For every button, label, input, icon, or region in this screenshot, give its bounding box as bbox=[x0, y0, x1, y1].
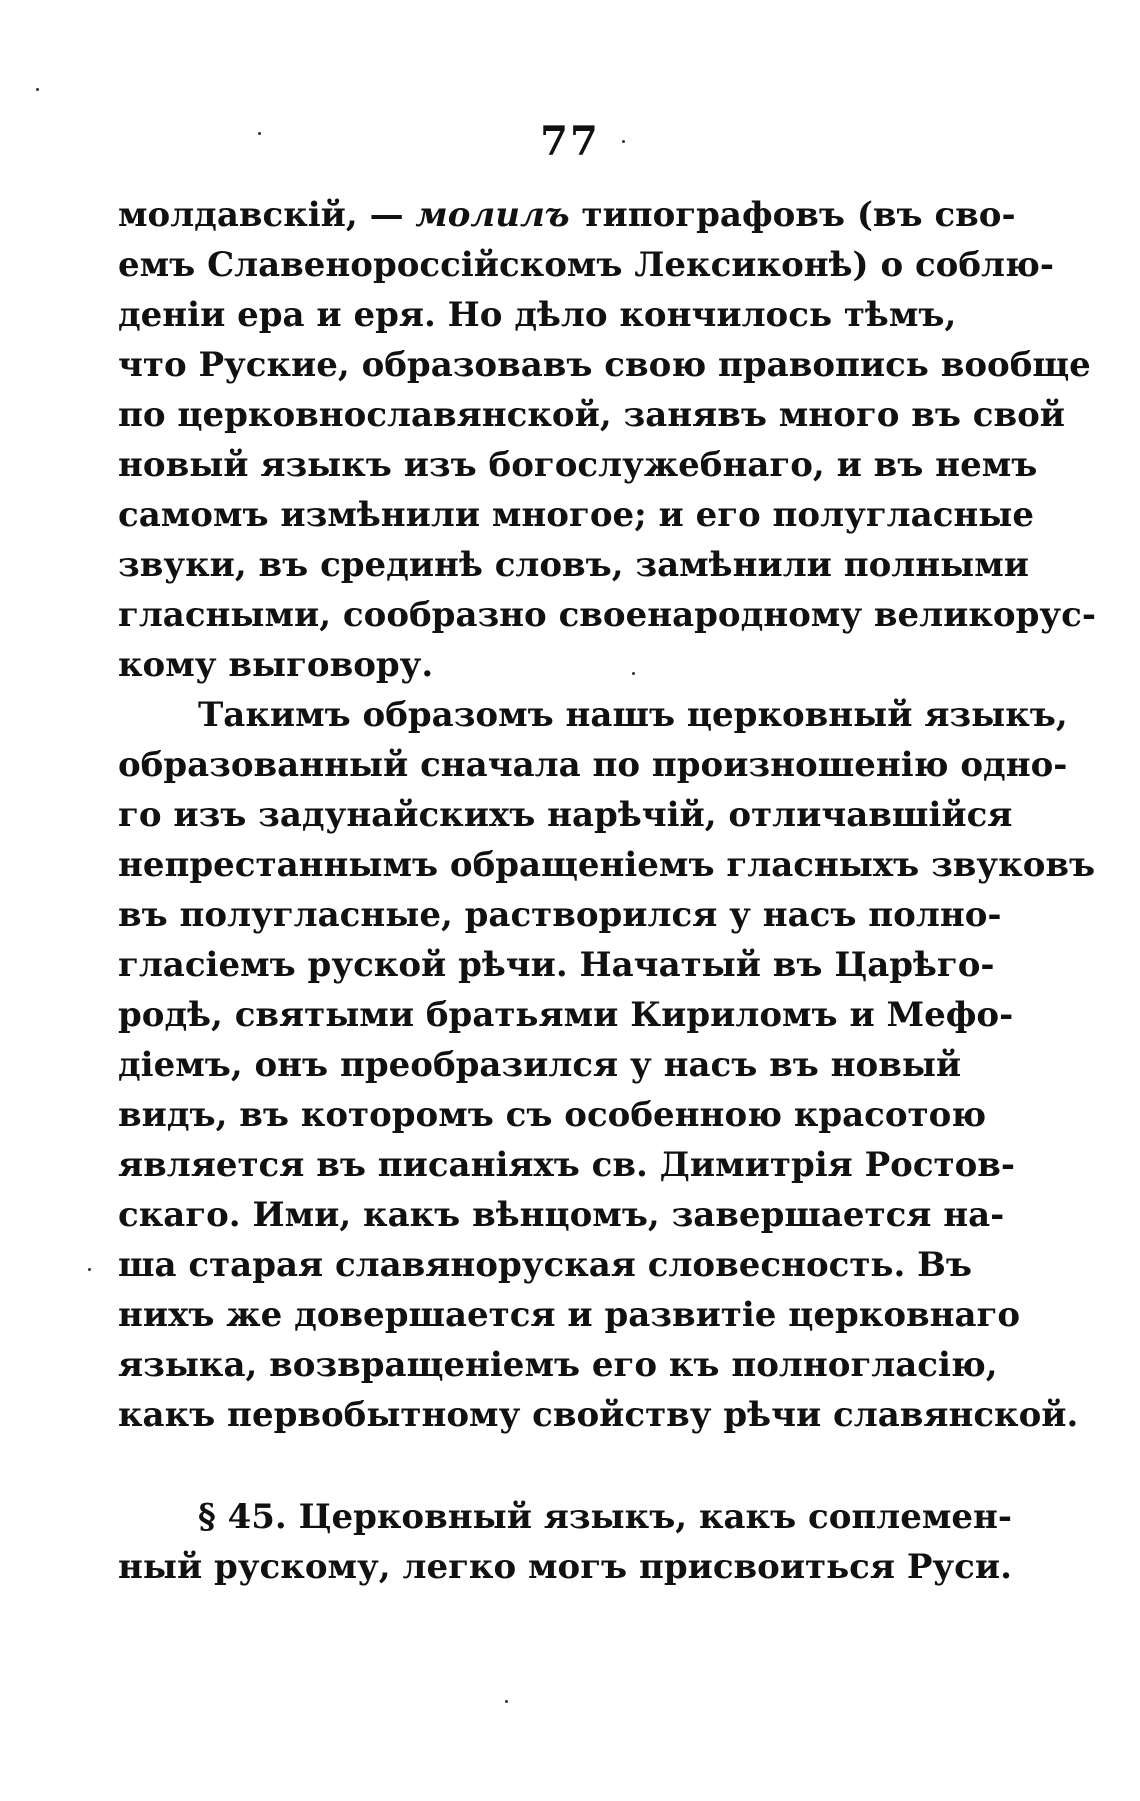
text-line: діемъ, онъ преобразился у насъ въ новый bbox=[118, 1045, 962, 1085]
text-line: деніи ера и еря. Но дѣло кончилось тѣмъ, bbox=[118, 295, 957, 335]
text-line: въ полугласные, растворился у насъ полно- bbox=[118, 895, 1002, 935]
text-line: самомъ измѣнили многое; и его полугласные bbox=[118, 495, 1034, 535]
text-line: родѣ, святыми братьями Кириломъ и Мефо- bbox=[118, 995, 1014, 1035]
text-line: звуки, въ срединѣ словъ, замѣнили полными bbox=[118, 545, 1029, 585]
text-line: образованный сначала по произношенію одно- bbox=[118, 745, 1068, 785]
section-heading-line: § 45. Церковный языкъ, какъ соплемен- bbox=[198, 1497, 1013, 1537]
text-line: видъ, въ которомъ съ особенною красотою bbox=[118, 1095, 987, 1135]
text-fragment: типографовъ (въ сво- bbox=[569, 195, 1016, 235]
text-line: нихъ же довершается и развитіе церковнаго bbox=[118, 1295, 1021, 1335]
text-line: гласными, сообразно своенародному великорус- bbox=[118, 595, 1096, 635]
text-line: новый языкъ изъ богослужебнаго, и въ немъ bbox=[118, 445, 1038, 485]
text-line: кому выговору. bbox=[118, 645, 434, 685]
text-line: ша старая славяноруская словесность. Въ bbox=[118, 1245, 972, 1285]
text-line: непрестаннымъ обращеніемъ гласныхъ звуковъ bbox=[118, 845, 1096, 885]
text-fragment: молдавскій, — bbox=[118, 195, 416, 235]
text-line: ный рускому, легко могъ присвоиться Руси. bbox=[118, 1547, 1012, 1587]
text-line: го изъ задунайскихъ нарѣчій, отличавшійся bbox=[118, 795, 1013, 835]
text-line: является въ писаніяхъ св. Димитрія Ростов- bbox=[118, 1145, 1016, 1185]
scan-speck bbox=[632, 672, 635, 675]
scan-speck bbox=[505, 1700, 508, 1703]
text-line: скаго. Ими, какъ вѣнцомъ, завершается на- bbox=[118, 1195, 1005, 1235]
page-number: 77 bbox=[540, 118, 600, 165]
text-line: что Руские, образовавъ свою правопись вообще bbox=[118, 345, 1091, 385]
text-line: гласіемъ руской рѣчи. Начатый въ Царѣго- bbox=[118, 945, 995, 985]
text-line bbox=[118, 190, 1016, 240]
scan-speck bbox=[622, 140, 625, 143]
text-line: языка, возвращеніемъ его къ полногласію, bbox=[118, 1345, 998, 1385]
scan-speck bbox=[88, 1268, 91, 1271]
text-line: емъ Славенороссійскомъ Лексиконѣ) о соблю- bbox=[118, 245, 1054, 285]
scan-speck bbox=[36, 88, 39, 91]
scan-speck bbox=[258, 132, 261, 135]
text-line: Такимъ образомъ нашъ церковный языкъ, bbox=[198, 695, 1068, 735]
text-line: какъ первобытному свойству рѣчи славянской. bbox=[118, 1395, 1079, 1435]
italic-word: молилъ bbox=[415, 195, 570, 235]
text-line: по церковнославянской, занявъ много въ свой bbox=[118, 395, 1065, 435]
